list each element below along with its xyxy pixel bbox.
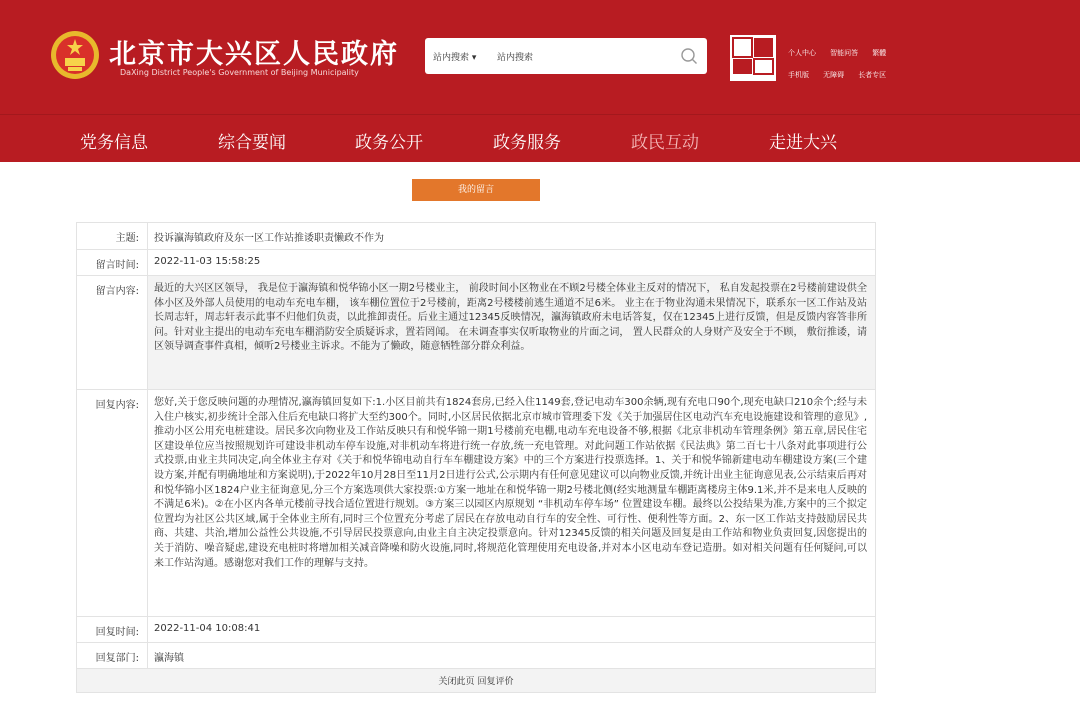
search-box — [425, 38, 707, 74]
close-page-link[interactable]: 关闭此页 — [438, 677, 475, 687]
subject-value: 投诉瀛海镇政府及东一区工作站推诿职责懒政不作为 — [148, 223, 876, 250]
table-row — [77, 643, 876, 669]
reply-time-value: 2022-11-04 10:08:41 — [148, 617, 876, 643]
msg-time-value: 2022-11-03 15:58:25 — [148, 250, 876, 276]
msg-time-label: 留言时间: — [77, 250, 148, 276]
footer-actions — [77, 669, 876, 693]
msg-content-value: 最近的大兴区区领导， 我是位于瀛海镇和悦华锦小区一期2号楼业主， 前段时间小区物业在不顾2号楼全体业主反对的情况下， 私自发起投票在2号楼前建设供全体小区及外部人员使用的电动车充电车棚， 该车棚位置位于2号楼前，距离2号楼楼前逃生通道不足6米。 业主在于物业沟通未果情况下，联系东一区工作站及站长周志轩，周志轩表示此事不归他们负责，以此推卸责任。后业主通过12345反映情况，瀛海镇政府未电话答复，仅在12345上进行反馈，但是反馈内容答非所问。针对业主提出的电动车充电车棚消防安全质疑诉求，置若罔闻。 在未调查事实仅听取物业的片面之词， 置人民群众的人身财产及安全于不顾， 敷衍推诿，请区领导调查事件真相，倾听2号楼业主诉求。不能为了懒政，随意牺牲部分群众利益。 — [148, 276, 876, 390]
link-elderly[interactable]: 长者专区 — [858, 71, 887, 79]
nav-item-news[interactable]: 综合要闻 — [218, 133, 286, 153]
link-traditional[interactable]: 繁體 — [872, 49, 887, 57]
link-personal-center[interactable]: 个人中心 — [788, 49, 816, 57]
msg-content-label: 留言内容: — [77, 276, 148, 390]
site-subtitle: DaXing District People's Government of Beijing Municipality — [120, 68, 359, 77]
nav-item-interaction[interactable]: 政民互动 — [631, 133, 699, 153]
table-row — [77, 276, 876, 390]
search-icon[interactable] — [680, 47, 698, 65]
table-row — [77, 669, 876, 693]
table-row — [77, 390, 876, 617]
message-detail-table — [76, 222, 876, 693]
search-scope-select[interactable]: 站内搜索 ▾ — [433, 53, 477, 63]
reply-content-value: 您好,关于您反映问题的办理情况,瀛海镇回复如下:1.小区目前共有1824套房,已经入住1149套,登记电动车300余辆,现有充电口90个,现充电缺口210余个;经与未入住户核实,初步统计全部入住后充电缺口将扩大至约300个。同时,小区居民依据北京市城市管理委下发《关于加强居住区电动汽车充电设施建设和管理的意见》,推动小区公用充电桩建设。居民多次向物业及工作站反映只有和悦华锦一期1号楼前充电棚,电动车充电设备不够,根据《北京非机动车管理条例》第五章,居民住宅区建设单位应当按照规划许可建设非机动车停车设施,对非机动车将进行统一存放,统一充电管理。对此问题工作站依据《民法典》第二百七十八条对此事项进行公式投票,由业主共同决定,向全体业主存对《关于和悦华锦电动自行车车棚建设方案》中的三个方案进行投票选择。1、关于和悦华锦新建电动车棚建设方案(三个建设方案,并配有明确地址和方案说明),于2022年10月28日至11月2日进行公式,公示期内有任何意见建议可以向物业反馈,并统计出业主征询意见表,公示结束后再对和悦华锦小区1824户业主征询意见,分三个方案选项供大家投票:①方案一地址在和悦华锦一期2号楼北侧(经实地测量车棚距离楼房主体9.1米,并不是来电人反映的不满足6米)。②在小区内各单元楼前寻找合适位置进行规划。③方案三以园区内原规划 “非机动车停车场” 位置建设车棚。最终以公投结果为准,方案中的三个拟定位置均为社区公共区域,属于全体业主所有,同时三个位置充分考虑了居民在存放电动自行车的安全性、可行性、便利性等方面。2、东一区工作站支持鼓励居民共商、共建、共治,增加公益性公共设施,不引导居民投票意向,由业主自主决定投票意向。针对12345反馈的相关问题及回复是由工作站和物业负责回复,因您提出的关于消防、噪音疑虑,建设充电桩时将增加相关减音降噪和防火设施,同时,将规范化管理使用充电设备,并对本小区电动车登记造册。如对相关问题有任何疑问,可以来工作站沟通。感谢您对我们工作的理解与支持。 — [148, 390, 876, 617]
link-mobile[interactable]: 手机版 — [788, 71, 809, 79]
reply-dept-value: 瀛海镇 — [148, 643, 876, 669]
nav-item-open-gov[interactable]: 政务公开 — [355, 133, 423, 153]
main-nav — [0, 114, 1080, 162]
site-header — [0, 0, 1080, 114]
national-emblem-icon — [50, 30, 100, 80]
site-title[interactable]: 北京市大兴区人民政府 — [109, 39, 399, 70]
reply-time-label: 回复时间: — [77, 617, 148, 643]
search-input[interactable]: 站内搜索 — [497, 53, 534, 63]
link-accessibility[interactable]: 无障碍 — [823, 71, 845, 79]
my-message-button[interactable]: 我的留言 — [412, 179, 540, 201]
subject-label: 主题: — [77, 223, 148, 250]
capital-logo-icon — [730, 35, 776, 81]
reply-dept-label: 回复部门: — [77, 643, 148, 669]
link-smart-qa[interactable]: 智能问答 — [830, 49, 859, 57]
nav-item-party[interactable]: 党务信息 — [80, 133, 148, 153]
table-row — [77, 223, 876, 250]
reply-content-label: 回复内容: — [77, 390, 148, 617]
quick-links — [788, 40, 895, 84]
nav-item-services[interactable]: 政务服务 — [493, 133, 561, 153]
table-row — [77, 250, 876, 276]
nav-item-about[interactable]: 走进大兴 — [769, 133, 837, 153]
table-row — [77, 617, 876, 643]
rate-reply-link[interactable]: 回复评价 — [477, 677, 514, 687]
